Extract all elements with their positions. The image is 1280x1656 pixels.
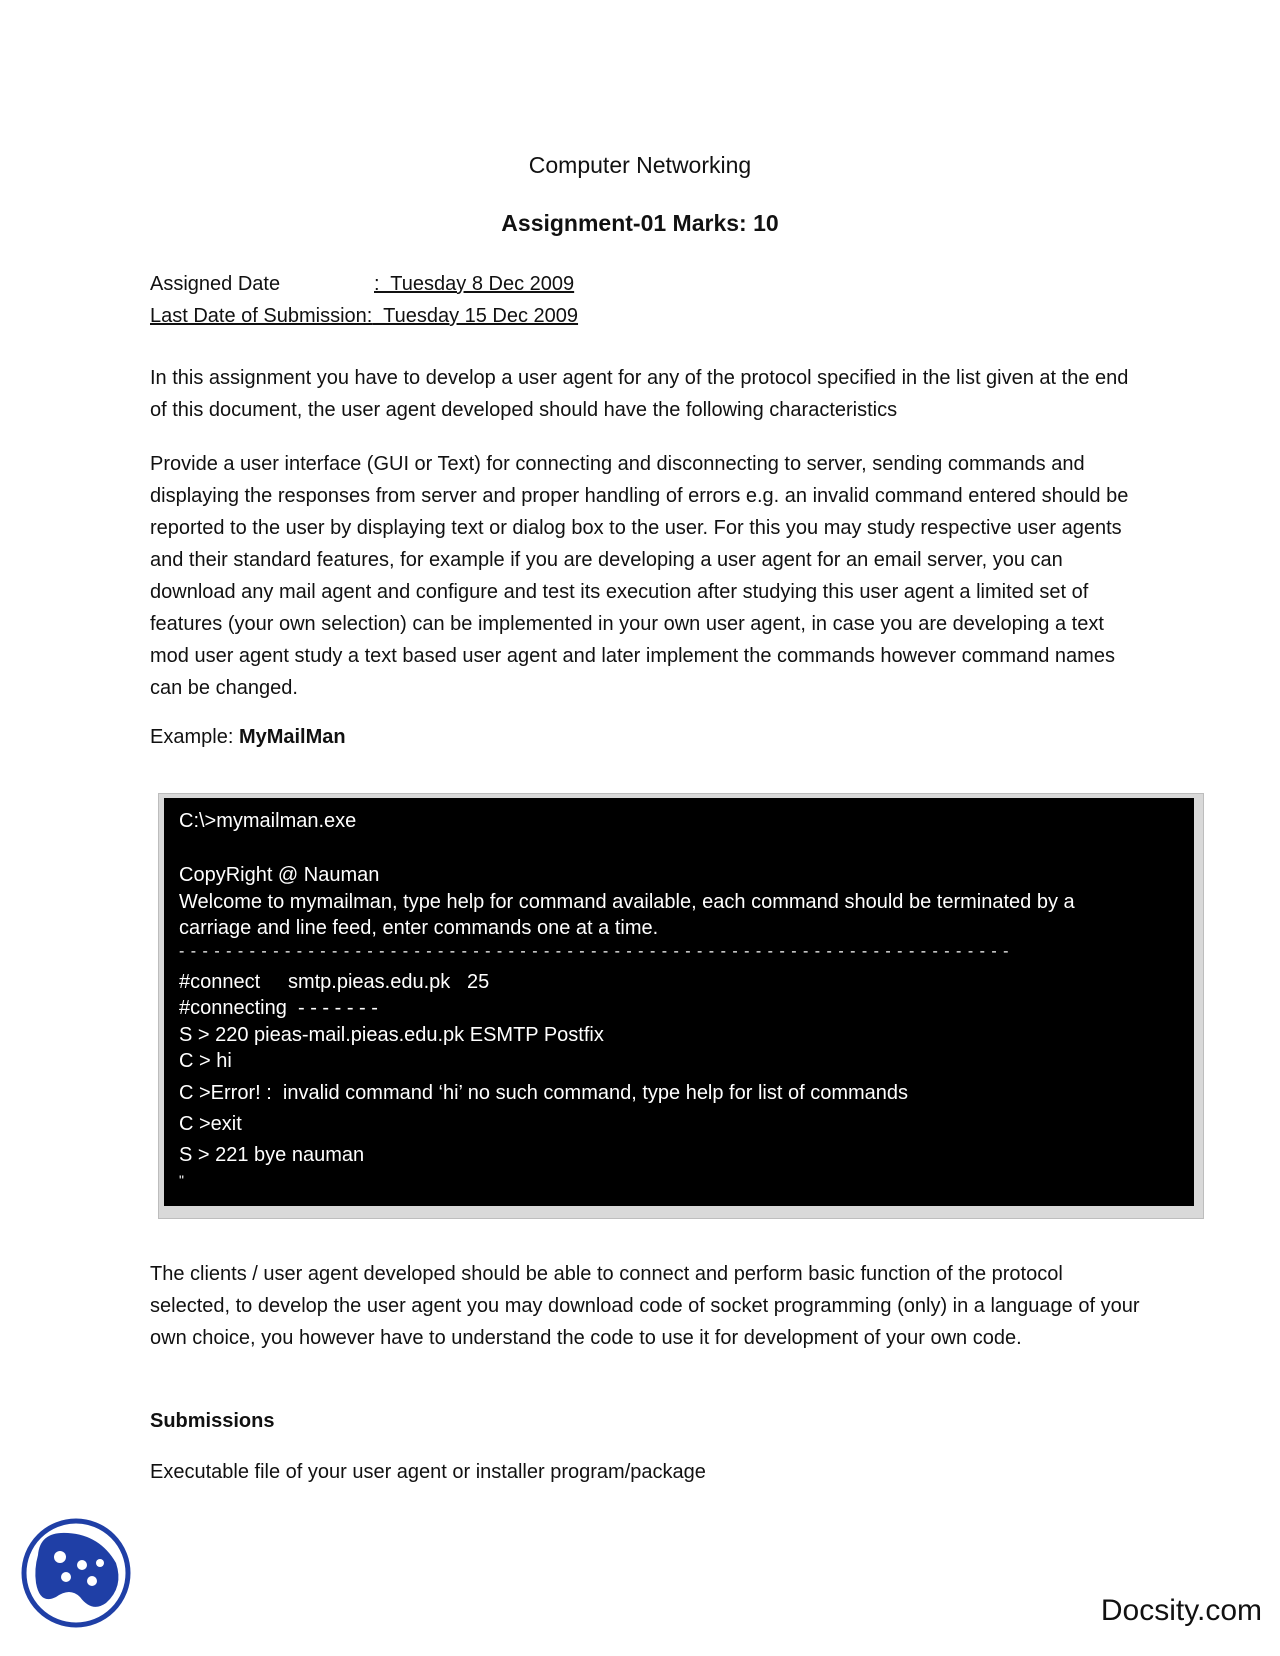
console-line: C:\>mymailman.exe bbox=[179, 810, 357, 832]
assigned-date-value: : Tuesday 8 Dec 2009 bbox=[374, 273, 575, 295]
console-line: #connecting - - - - - - - bbox=[179, 997, 378, 1019]
docsity-logo-icon bbox=[20, 1517, 132, 1629]
console-line: C >Error! : invalid command ‘hi’ no such command, type help for list of commands bbox=[179, 1082, 909, 1104]
example-label: Example: bbox=[150, 726, 239, 748]
console-line: C >exit bbox=[179, 1113, 242, 1135]
clients-paragraph: The clients / user agent developed should be able to connect and perform basic function of the protocol selected, to develop the user agent you may download code of socket programming (only) in a language of your own choice, you however have to understand the code to use it for development of your own code. bbox=[150, 1263, 1140, 1349]
docsity-brand[interactable]: Docsity.com bbox=[1100, 1594, 1262, 1627]
console-line: carriage and line feed, enter commands one at a time. bbox=[179, 917, 659, 939]
assigned-date-row bbox=[150, 268, 578, 300]
requirements-paragraph: Provide a user interface (GUI or Text) for connecting and disconnecting to server, sending commands and displaying the responses from server and proper handling of errors e.g. an invalid command entered should be reported to the user by displaying text or dialog box to the user. For this you may study respective user agents and their standard features, for example if you are developing a user agent for an email server, you can download any mail agent and configure and test its execution after studying this user agent a limited set of features (your own selection) can be implemented in your own user agent, in case you are developing a text mod user agent study a text based user agent and later implement the commands however command names can be changed. bbox=[150, 453, 1129, 699]
console-cursor: " bbox=[179, 1172, 184, 1188]
console-window bbox=[164, 798, 1194, 1206]
console-line: #connect smtp.pieas.edu.pk 25 bbox=[179, 971, 490, 993]
console-line: C > hi bbox=[179, 1050, 232, 1072]
submissions-text: Executable file of your user agent or installer program/package bbox=[150, 1461, 706, 1483]
example-line bbox=[150, 726, 346, 749]
document-title: Computer Networking bbox=[528, 152, 752, 178]
console-separator: - - - - - - - - - - - - - - - - - - - - - - - - - - - - - - - - - - - - - - - - - - - - - - - - - - - - - - - - - - - - - - - - - - - - - - - bbox=[179, 943, 1010, 960]
dates-block bbox=[150, 268, 578, 332]
submission-date-row bbox=[150, 300, 578, 332]
example-name: MyMailMan bbox=[238, 726, 346, 748]
submission-date-label: Last Date of Submission: bbox=[150, 305, 373, 327]
console-line: Welcome to mymailman, type help for command available, each command should be terminated by a bbox=[179, 891, 1075, 913]
console-line: S > 220 pieas-mail.pieas.edu.pk ESMTP Postfix bbox=[179, 1024, 604, 1046]
console-line: S > 221 bye nauman bbox=[179, 1144, 365, 1166]
submissions-heading: Submissions bbox=[150, 1410, 275, 1432]
assignment-heading: Assignment-01 Marks: 10 bbox=[501, 210, 779, 236]
submission-date-value: Tuesday 15 Dec 2009 bbox=[372, 305, 579, 327]
assigned-date-label: Assigned Date bbox=[150, 273, 281, 295]
console-line: CopyRight @ Nauman bbox=[179, 864, 380, 886]
intro-paragraph: In this assignment you have to develop a user agent for any of the protocol specified in the list given at the end of this document, the user agent developed should have the following characteristics bbox=[150, 367, 1129, 421]
